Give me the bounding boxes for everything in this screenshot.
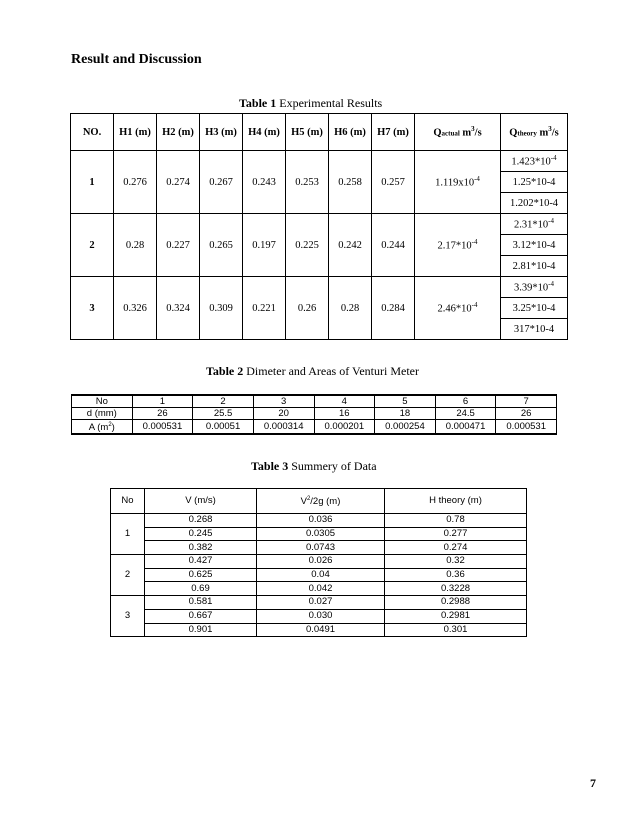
velocity-head-cell: 0.027	[257, 596, 385, 610]
row-h7: 0.284	[372, 277, 415, 340]
section-title: Result and Discussion	[71, 52, 202, 67]
h-theory-cell: 0.3228	[385, 582, 527, 596]
row-h6: 0.242	[329, 214, 372, 277]
header-h5: H5 (m)	[286, 114, 329, 151]
row-q-theory: $3.39*10^{-4}$	[501, 277, 568, 298]
group-no: 3	[111, 596, 145, 637]
row-h6: 0.28	[329, 277, 372, 340]
table2-header-cell: 4	[314, 395, 375, 408]
table2-header-cell: 5	[375, 395, 436, 408]
h-theory-cell: 0.2988	[385, 596, 527, 610]
table-row	[111, 596, 527, 610]
table-row	[111, 623, 527, 637]
header-q-actual: Qactual $m^3/s$	[415, 114, 501, 151]
velocity-head-cell: 0.026	[257, 555, 385, 569]
row-q-theory: 1.202*10-4	[501, 193, 568, 214]
row-no: 3	[71, 277, 114, 340]
table2-caption-label: Table 2	[206, 364, 244, 378]
table1-header-row	[71, 114, 568, 151]
header-h3: H3 (m)	[200, 114, 243, 151]
table-row	[71, 214, 568, 235]
velocity-head-cell: 0.042	[257, 582, 385, 596]
row-q-actual: $1.119x10^{-4}$	[415, 151, 501, 214]
row-h1: 0.326	[114, 277, 157, 340]
row-h1: 0.28	[114, 214, 157, 277]
h-theory-cell: 0.36	[385, 568, 527, 582]
row-h7: 0.257	[372, 151, 415, 214]
row-q-actual: $2.46*10^{-4}$	[415, 277, 501, 340]
header-q-theory: Qtheory $m^3/s$	[501, 114, 568, 151]
row-q-actual: $2.17*10^{-4}$	[415, 214, 501, 277]
row-h2: 0.324	[157, 277, 200, 340]
row-h5: 0.225	[286, 214, 329, 277]
row-q-theory: 1.25*10-4	[501, 172, 568, 193]
velocity-cell: 0.245	[145, 527, 257, 541]
row-h2: 0.274	[157, 151, 200, 214]
row-h3: 0.265	[200, 214, 243, 277]
h-theory-cell: 0.32	[385, 555, 527, 569]
row-no: 2	[71, 214, 114, 277]
h-theory-cell: 0.277	[385, 527, 527, 541]
diameter-cell: 24.5	[435, 408, 496, 420]
table1-caption	[239, 96, 382, 111]
table2-header-row	[72, 395, 557, 408]
diameter-cell: 20	[253, 408, 314, 420]
row-q-theory: 3.12*10-4	[501, 235, 568, 256]
header-h2: H2 (m)	[157, 114, 200, 151]
table2-header-cell: 2	[193, 395, 254, 408]
row-q-theory: 3.25*10-4	[501, 298, 568, 319]
h-theory-cell: 0.2981	[385, 609, 527, 623]
header-velocity: V (m/s)	[145, 489, 257, 514]
area-cell: 0.000314	[253, 420, 314, 435]
table-row	[111, 582, 527, 596]
row-h6: 0.258	[329, 151, 372, 214]
table-row	[71, 151, 568, 172]
velocity-head-cell: 0.0743	[257, 541, 385, 555]
table2-header-cell: 1	[132, 395, 193, 408]
velocity-head-cell: 0.04	[257, 568, 385, 582]
row-h1: 0.276	[114, 151, 157, 214]
experimental-results-table	[70, 113, 568, 340]
velocity-head-cell: 0.0491	[257, 623, 385, 637]
table3-header-row	[111, 489, 527, 514]
table2-header-cell: 6	[435, 395, 496, 408]
header-no: NO.	[71, 114, 114, 151]
table1-caption-text: Experimental Results	[279, 96, 383, 110]
row-h2: 0.227	[157, 214, 200, 277]
diameter-label: d (mm)	[72, 408, 133, 420]
table2-caption	[206, 364, 419, 379]
velocity-cell: 0.901	[145, 623, 257, 637]
area-cell: 0.000471	[435, 420, 496, 435]
table1-caption-label: Table 1	[239, 96, 277, 110]
table3-caption-label: Table 3	[251, 459, 289, 473]
table-row	[71, 277, 568, 298]
summary-table	[110, 488, 527, 637]
diameter-cell: 16	[314, 408, 375, 420]
row-h3: 0.309	[200, 277, 243, 340]
velocity-head-cell: 0.030	[257, 609, 385, 623]
table-row	[111, 568, 527, 582]
area-cell: 0.000201	[314, 420, 375, 435]
velocity-cell: 0.625	[145, 568, 257, 582]
table-row	[111, 541, 527, 555]
group-no: 1	[111, 514, 145, 555]
velocity-head-cell: 0.0305	[257, 527, 385, 541]
table3-caption	[251, 459, 377, 474]
area-cell: 0.000531	[132, 420, 193, 435]
row-h4: 0.221	[243, 277, 286, 340]
diameter-cell: 25.5	[193, 408, 254, 420]
table-row	[111, 555, 527, 569]
velocity-cell: 0.382	[145, 541, 257, 555]
row-h5: 0.253	[286, 151, 329, 214]
area-cell: 0.000254	[375, 420, 436, 435]
header-h-theory: H theory (m)	[385, 489, 527, 514]
row-h4: 0.243	[243, 151, 286, 214]
row-q-theory: 2.81*10-4	[501, 256, 568, 277]
velocity-cell: 0.268	[145, 514, 257, 528]
row-h5: 0.26	[286, 277, 329, 340]
row-h3: 0.267	[200, 151, 243, 214]
header-h4: H4 (m)	[243, 114, 286, 151]
table-row	[111, 514, 527, 528]
area-cell: 0.00051	[193, 420, 254, 435]
velocity-cell: 0.69	[145, 582, 257, 596]
header-h7: H7 (m)	[372, 114, 415, 151]
row-q-theory: $1.423*10^{-4}$	[501, 151, 568, 172]
row-no: 1	[71, 151, 114, 214]
table-row	[111, 609, 527, 623]
row-q-theory: 317*10-4	[501, 319, 568, 340]
table2-area-row	[72, 420, 557, 435]
velocity-cell: 0.427	[145, 555, 257, 569]
table2-header-cell: No	[72, 395, 133, 408]
h-theory-cell: 0.78	[385, 514, 527, 528]
header-velocity-head: $V^2/2g$ (m)	[257, 489, 385, 514]
velocity-cell: 0.581	[145, 596, 257, 610]
area-label: A $(m^2)$	[72, 420, 133, 435]
page-number: 7	[590, 776, 596, 790]
header-h1: H1 (m)	[114, 114, 157, 151]
row-q-theory: $2.31*10^{-4}$	[501, 214, 568, 235]
h-theory-cell: 0.274	[385, 541, 527, 555]
table3-caption-text: Summery of Data	[291, 459, 377, 473]
table2-header-cell: 7	[496, 395, 557, 408]
velocity-head-cell: 0.036	[257, 514, 385, 528]
header-no: No	[111, 489, 145, 514]
table2-diameter-row	[72, 408, 557, 420]
table2-header-cell: 3	[253, 395, 314, 408]
table2-caption-text: Dimeter and Areas of Venturi Meter	[246, 364, 419, 378]
diameter-cell: 26	[132, 408, 193, 420]
row-h4: 0.197	[243, 214, 286, 277]
velocity-cell: 0.667	[145, 609, 257, 623]
table-row	[111, 527, 527, 541]
h-theory-cell: 0.301	[385, 623, 527, 637]
venturi-meter-table	[71, 394, 557, 435]
diameter-cell: 26	[496, 408, 557, 420]
row-h7: 0.244	[372, 214, 415, 277]
diameter-cell: 18	[375, 408, 436, 420]
group-no: 2	[111, 555, 145, 596]
header-h6: H6 (m)	[329, 114, 372, 151]
area-cell: 0.000531	[496, 420, 557, 435]
